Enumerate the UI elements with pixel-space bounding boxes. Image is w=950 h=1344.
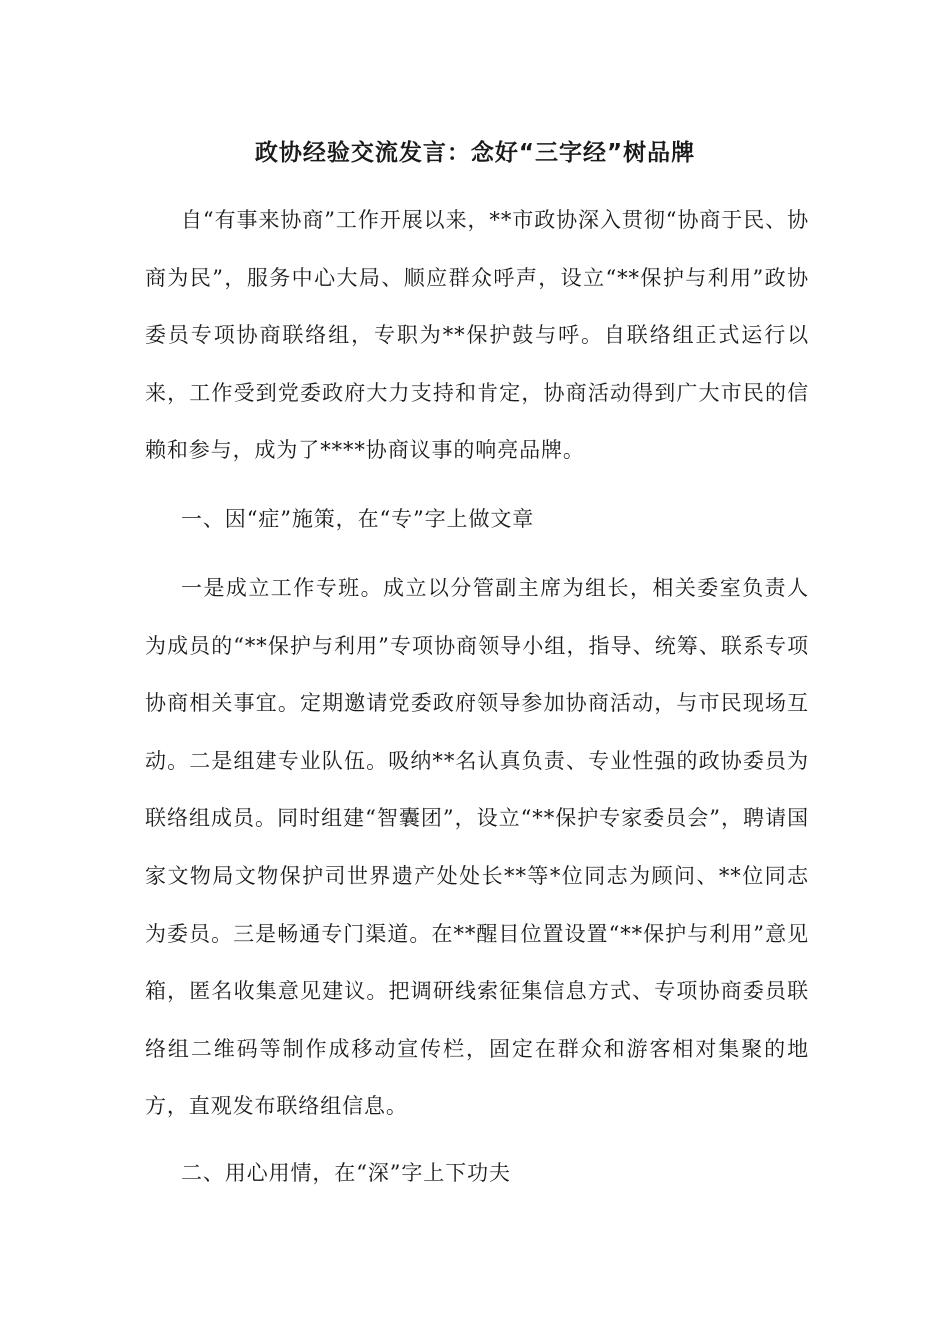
section-one-paragraph: 一是成立工作专班。成立以分管副主席为组长，相关委室负责人为成员的“**保护与利用”专项协商领导小组，指导、统筹、联系专项协商相关事宜。定期邀请党委政府领导参加协商活动，与市民现场互动。二是组建专业队伍。吸纳**名认真负责、专业性强的政协委员为联络组成员。同时组建“智囊团”，设立“**保护专家委员会”，聘请国家文物局文物保护司世界遗产处处长**等*位同志为顾问、**位同志为委员。三是畅通专门渠道。在**醒目位置设置“**保护与利用”意见箱，匿名收集意见建议。把调研线索征集信息方式、专项协商委员联络组二维码等制作成移动宣传栏，固定在群众和游客相对集聚的地方，直观发布联络组信息。	[145, 576, 809, 1119]
section-heading-two: 二、用心用情，在“深”字上下功夫	[181, 1161, 511, 1185]
document-title: 政协经验交流发言：念好“三字经”树品牌	[254, 140, 696, 166]
section-heading-one: 一、因“症”施策，在“专”字上做文章	[181, 507, 535, 531]
intro-paragraph: 自“有事来协商”工作开展以来，**市政协深入贯彻“协商于民、协商为民”，服务中心大局、顺应群众呼声，设立“**保护与利用”政协委员专项协商联络组，专职为**保护鼓与呼。自联络组正式运行以来，工作受到党委政府大力支持和肯定，协商活动得到广大市民的信赖和参与，成为了****协商议事的响亮品牌。	[145, 208, 809, 463]
